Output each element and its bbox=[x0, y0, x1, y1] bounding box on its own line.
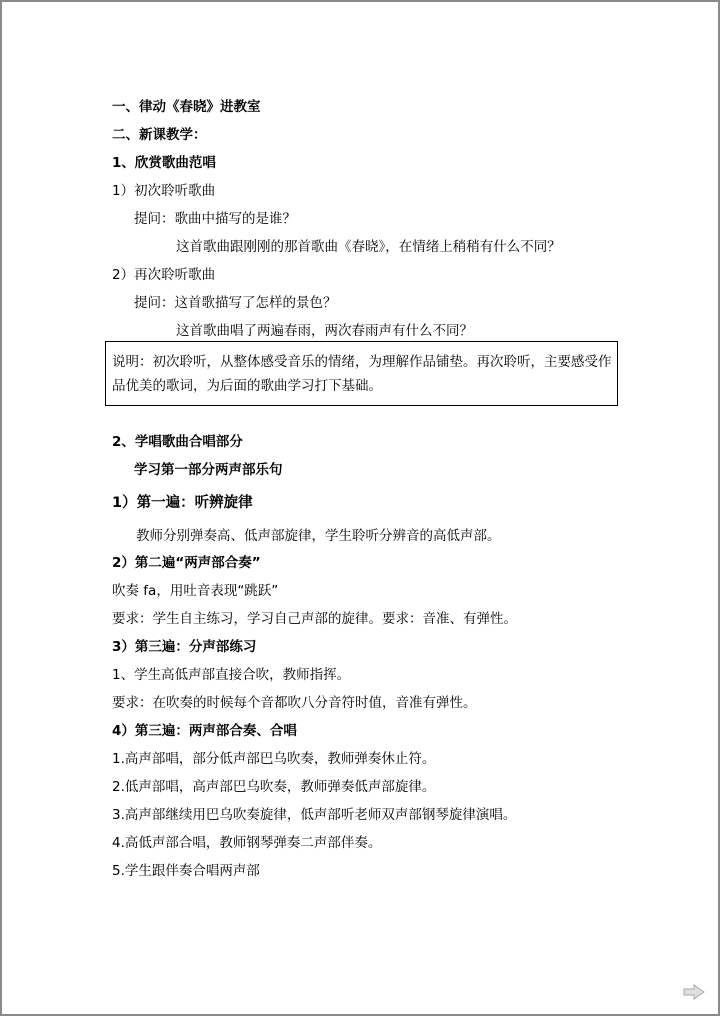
round-4-title: 4）第三遍：两声部合奏、合唱 bbox=[112, 723, 297, 739]
round-4-item-1: 1.高声部唱，部分低声部巴乌吹奏，教师弹奏休止符。 bbox=[112, 751, 436, 767]
note-text: 说明：初次聆听，从整体感受音乐的情绪，为理解作品铺垫。再次聆听，主要感受作品优美的歌词，为后面的歌曲学习打下基础。 bbox=[112, 354, 612, 394]
round-2-title: 2）第二遍“两声部合奏” bbox=[112, 555, 261, 571]
question-1b: 这首歌曲跟刚刚的那首歌曲《春晓》，在情绪上稍稍有什么不同？ bbox=[176, 239, 561, 255]
heading-3: 1、欣赏歌曲范唱 bbox=[112, 155, 216, 171]
round-2-desc: 吹奏 fa，用吐音表现“跳跃” bbox=[112, 583, 279, 599]
round-4-item-5: 5.学生跟伴奏合唱两声部 bbox=[112, 863, 260, 879]
question-1: 提问：歌曲中描写的是谁？ bbox=[134, 211, 296, 227]
step-1: 1）初次聆听歌曲 bbox=[112, 183, 216, 199]
round-3-title: 3）第三遍：分声部练习 bbox=[112, 639, 257, 655]
next-page-arrow-icon[interactable] bbox=[683, 984, 705, 1000]
heading-2: 二、新课教学： bbox=[112, 127, 207, 143]
round-1-title: 1）第一遍：听辨旋律 bbox=[112, 495, 253, 511]
step-2: 2）再次聆听歌曲 bbox=[112, 267, 216, 283]
round-3-req: 要求：在吹奏的时候每个音都吹八分音符时值，音准有弹性。 bbox=[112, 695, 477, 711]
heading-1: 一、律动《春晓》进教室 bbox=[112, 99, 261, 115]
round-4-item-4: 4.高低声部合唱，教师钢琴弹奏二声部伴奏。 bbox=[112, 835, 382, 851]
round-1-desc: 教师分别弹奏高、低声部旋律，学生聆听分辨音的高低声部。 bbox=[136, 528, 501, 544]
round-2-req: 要求：学生自主练习，学习自己声部的旋律。要求：音准、有弹性。 bbox=[112, 611, 517, 627]
subheading-1: 学习第一部分两声部乐句 bbox=[134, 462, 283, 478]
round-3-item: 1、学生高低声部直接合吹，教师指挥。 bbox=[112, 667, 351, 683]
heading-4: 2、学唱歌曲合唱部分 bbox=[112, 434, 243, 450]
question-2b: 这首歌曲唱了两遍春雨，两次春雨声有什么不同？ bbox=[176, 323, 473, 339]
question-2: 提问：这首歌描写了怎样的景色？ bbox=[134, 295, 337, 311]
round-4-item-3: 3.高声部继续用巴乌吹奏旋律，低声部听老师双声部钢琴旋律演唱。 bbox=[112, 807, 517, 823]
note-box bbox=[105, 341, 618, 406]
round-4-item-2: 2.低声部唱，高声部巴乌吹奏，教师弹奏低声部旋律。 bbox=[112, 779, 436, 795]
